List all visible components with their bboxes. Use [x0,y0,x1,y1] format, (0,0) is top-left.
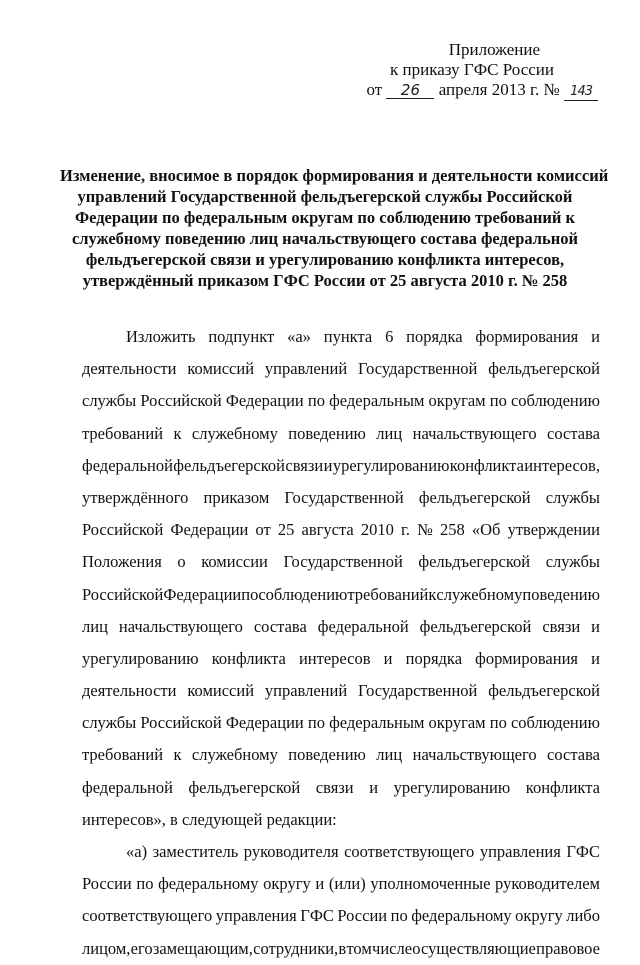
body-line [82,482,600,514]
word: России [82,874,132,894]
word: числе [372,938,413,958]
word: поведению [288,745,366,765]
body-line [82,772,600,804]
word: к [173,423,182,443]
word: федеральной [82,455,173,475]
title-line: Изменение, вносимое в порядок формирования и деятельности комиссий [60,166,609,185]
word: уполномоченные [370,874,491,894]
word: Российской [82,584,164,604]
word: подпункт [208,327,275,346]
word: службы [545,487,600,507]
body-line [82,707,600,739]
word: связи [315,777,354,797]
word: федеральным [329,713,425,733]
word: интересов [298,648,371,668]
word: соответствующего [82,906,213,926]
word: конфликта [211,648,286,668]
word: соблюдению [510,713,600,733]
body-line [82,611,600,643]
word: лиц [376,745,403,765]
word: 6 [385,327,394,346]
word: в [338,938,347,958]
body-line [82,739,600,771]
word: порядка [405,648,463,668]
word: августа [301,520,354,540]
word: формирования [475,327,579,346]
body-line [82,321,600,353]
word: его [130,938,153,958]
word: по [390,906,408,926]
word: лиц [376,423,403,443]
word: урегулированию [332,455,450,475]
word: правовое [536,938,600,958]
title-line: служебному поведению лиц начальствующего состава федеральной [71,229,579,248]
word: служебному [191,423,278,443]
word: федеральным [329,391,425,411]
word: по [307,391,325,411]
word: формирования [475,648,578,668]
word: «а» [287,327,311,346]
word: Государственной [283,552,403,572]
body-line [82,418,600,450]
word: фельдъегерской [488,681,600,701]
word: Федерации [225,391,304,411]
body-line [82,579,600,611]
body-line [82,450,600,482]
body-line [82,514,600,546]
handwritten-day: 26 [386,82,434,99]
word: поведению [522,584,600,604]
word: руководителя [243,842,339,861]
body-line [82,933,600,965]
word: служебному [191,745,278,765]
word: управлений [264,359,348,379]
word: состава [547,423,600,443]
word: фельдъегерской [419,616,532,636]
word: Положения [82,552,162,572]
word: фельдъегерской [488,359,600,379]
word: Государственной [284,487,404,507]
word: управлений [264,681,348,701]
word: округам [428,391,486,411]
word: урегулированию [393,777,511,797]
word: федеральному [158,874,259,894]
word: утверждении [507,520,600,540]
word: начальствующего [412,423,537,443]
word: России [337,906,388,926]
word: приказом [203,487,270,507]
word: соблюдению [258,584,348,604]
word: комиссии [201,552,268,572]
word: федеральной [82,777,173,797]
word: соблюдению [510,391,600,411]
word: лиц [82,616,108,636]
word: Федерации [170,520,249,540]
word: утверждённого [82,487,189,507]
word: 2010 [360,520,394,540]
word: лицом, [82,938,131,958]
word: начальствующего [118,616,243,636]
body-line [82,836,600,868]
word: к [428,584,437,604]
appendix-label: Приложение [448,40,540,59]
word: связи [542,616,581,636]
word: управления [479,842,561,861]
word: и [323,455,333,475]
document-body [82,321,600,965]
body-line [82,643,600,675]
order-date-line [358,80,598,101]
word: комиссий [187,681,255,701]
word: и [369,777,379,797]
word: округу [515,906,563,926]
word: связи [285,455,324,475]
word: службы [82,391,137,411]
body-line [82,675,600,707]
word: требований [82,745,164,765]
word: состава [547,745,600,765]
word: заместитель [152,842,239,861]
word: и [591,327,600,346]
word: округам [428,713,486,733]
word: Федерации [163,584,242,604]
word: № [417,520,433,540]
body-line [82,546,600,578]
word: состава [253,616,307,636]
word: Федерации [225,713,304,733]
body-line [82,900,600,932]
word: по [241,584,259,604]
word: и [315,874,325,894]
date-prefix: от [366,80,383,99]
word: интересов, [524,455,600,475]
word: деятельности [82,681,177,701]
appendix-header [358,40,598,101]
word: служебному [436,584,523,604]
word: том [346,938,372,958]
word: поведению [288,423,366,443]
handwritten-order-number: 143 [564,84,598,101]
word: конфликта [449,455,524,475]
word: ГФС [566,842,600,861]
word: управления [215,906,297,926]
word: по [489,713,507,733]
word: пункта [323,327,373,346]
title-line: фельдъегерской связи и урегулированию конфликта интересов, [85,250,565,269]
word: комиссий [187,359,255,379]
word: соответствующего [344,842,475,861]
word: фельдъегерской [418,552,531,572]
word: деятельности [82,359,177,379]
word: конфликта [525,777,600,797]
word: по [307,713,325,733]
word: начальствующего [412,745,537,765]
word: руководителем [495,874,600,894]
word: Государственной [358,359,478,379]
word: замещающим, [152,938,253,958]
word: округу [263,874,311,894]
word: о [177,552,186,572]
word: федеральному [411,906,512,926]
word: и [591,616,600,636]
word: от [255,520,271,540]
word: требований [347,584,429,604]
word: Российской [82,520,164,540]
word: фельдъегерской [188,777,301,797]
word: службы [82,713,137,733]
word: (или) [328,874,366,894]
order-reference: к приказу ГФС России [390,60,554,79]
word: осуществляющие [412,938,536,958]
word: Российской [140,713,222,733]
word: по [136,874,154,894]
word: фельдъегерской [173,455,286,475]
title-line: управлений Государственной фельдъегерской службы Российской [77,187,573,206]
word: «Об [471,520,501,540]
word: сотрудники, [253,938,339,958]
document-title [60,165,609,291]
word: Российской [140,391,222,411]
body-line [82,868,600,900]
word: и [591,648,600,668]
word: порядка [406,327,463,346]
word: 25 [277,520,295,540]
word: по [489,391,507,411]
word: г. [400,520,411,540]
body-line [82,353,600,385]
title-line: Федерации по федеральным округам по соблюдению требований к [74,208,576,227]
word: Государственной [358,681,478,701]
word: урегулированию [82,648,199,668]
word: к [173,745,182,765]
word: требований [82,423,164,443]
word: Изложить [126,327,196,346]
word: федеральной [317,616,409,636]
word: 258 [440,520,465,540]
title-line: утверждённый приказом ГФС России от 25 августа 2010 г. № 258 [82,271,568,290]
word: либо [566,906,600,926]
word: и [383,648,393,668]
word: фельдъегерской [418,487,531,507]
word: ГФС [300,906,334,926]
body-line: интересов», в следующей редакции: [82,809,337,829]
body-line [82,385,600,417]
date-month-year: апреля 2013 г. № [438,80,560,99]
word: службы [545,552,600,572]
word: «а) [126,842,148,861]
